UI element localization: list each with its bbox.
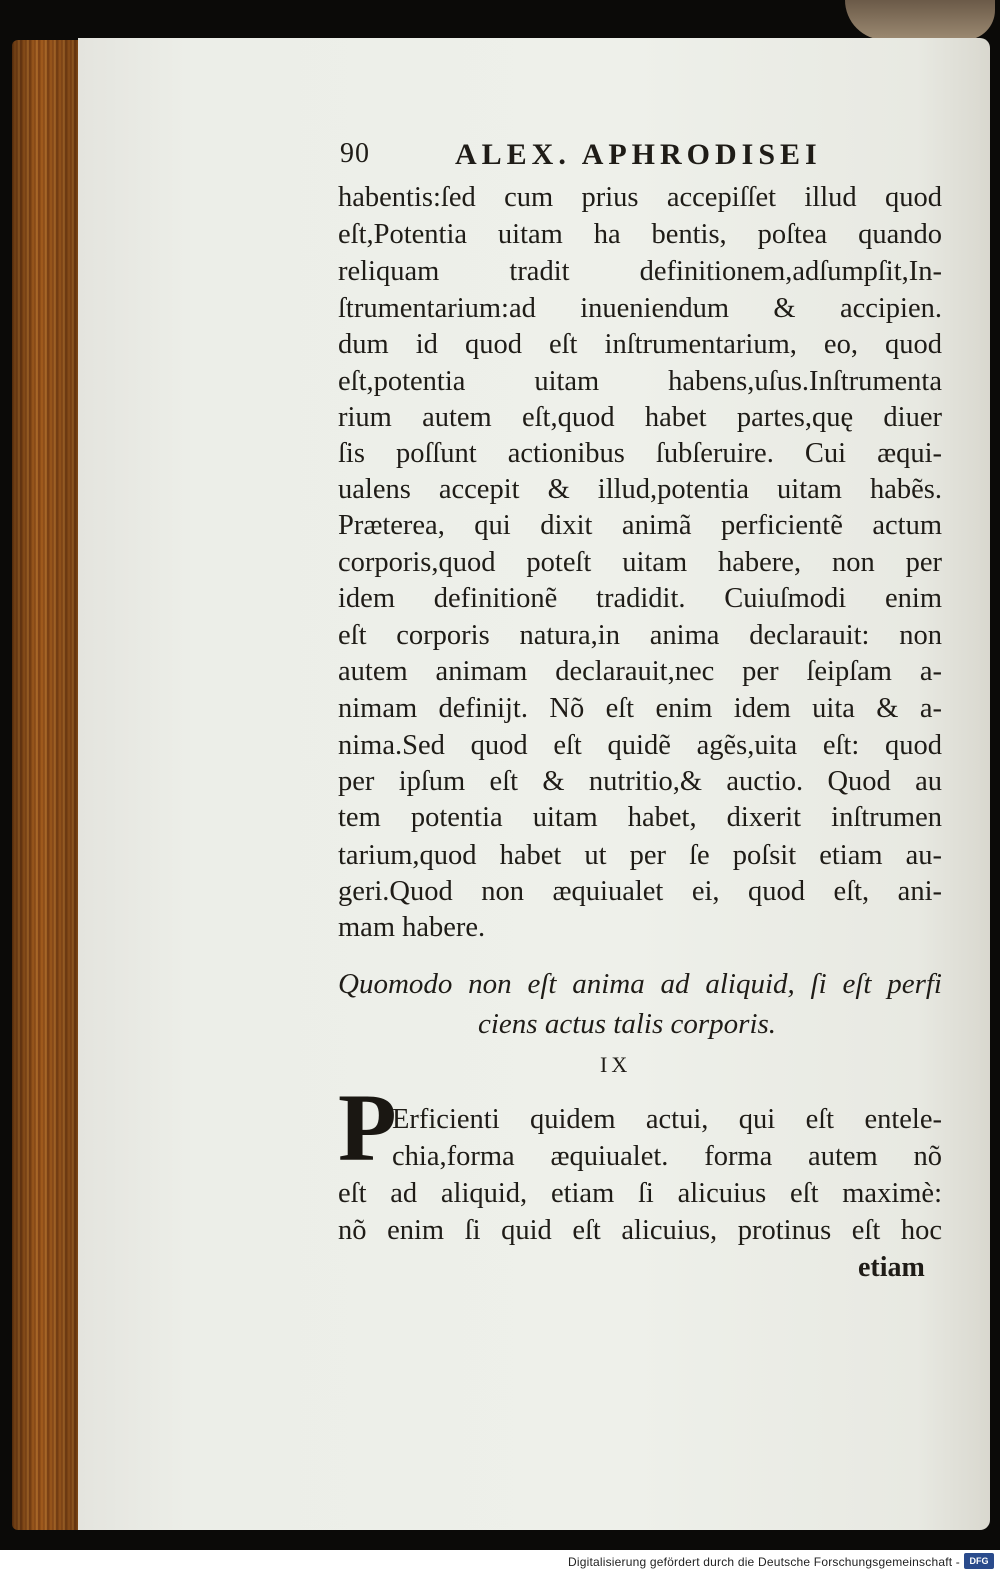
drop-capital: P <box>338 1074 397 1181</box>
catchword: etiam <box>858 1252 925 1283</box>
text-line: mam habere. <box>338 912 486 943</box>
page-number: 90 <box>340 138 370 169</box>
chapter-heading-line-1: Quomodo non eſt anima ad aliquid, ſi eſt perfi <box>338 968 942 1000</box>
text-line: tarium,quod habet ut per ſe poſsit etiam au- <box>338 840 942 871</box>
text-line: rium autem eſt,quod habet partes,quę diuer <box>338 402 942 433</box>
book-edge-shade <box>12 40 80 1530</box>
text-line: reliquam tradit definitionem,adſumpſit,In- <box>338 256 942 287</box>
page-header <box>340 138 940 178</box>
text-line: ualens accepit & illud,potentia uitam habẽs. <box>338 474 942 505</box>
text-line: corporis,quod poteſt uitam habere, non per <box>338 547 942 578</box>
text-line: eſt,potentia uitam habens,uſus.Inſtrumenta <box>338 366 942 397</box>
text-line: Præterea, qui dixit animã perficientẽ actum <box>338 510 942 541</box>
text-line: nima.Sed quod eſt quidẽ agẽs,uita eſt: quod <box>338 730 942 761</box>
text-line: idem definitionẽ tradidit. Cuiuſmodi enim <box>338 583 942 614</box>
chapter-text-line: Erficienti quidem actui, qui eſt entele- <box>392 1104 942 1135</box>
chapter-text-line: chia,forma æquiualet. forma autem nõ <box>392 1141 942 1172</box>
text-line: tem potentia uitam habet, dixerit inſtrumen <box>338 802 942 833</box>
text-line: per ipſum eſt & nutritio,& auctio. Quod au <box>338 766 942 797</box>
text-line: eſt corporis natura,in anima declarauit: non <box>338 620 942 651</box>
text-line: habentis:ſed cum prius accepiſſet illud quod <box>338 182 942 213</box>
text-line: geri.Quod non æquiualet ei, quod eſt, ani- <box>338 876 942 907</box>
chapter-text-line: eſt ad aliquid, etiam ſi alicuius eſt maximè: <box>338 1178 942 1209</box>
page-corner-scrap <box>845 0 995 40</box>
footer-bar <box>0 1550 1000 1573</box>
text-line: ſis poſſunt actionibus ſubſeruire. Cui æqui- <box>338 438 942 469</box>
text-line: nimam definijt. Nõ eſt enim idem uita & a- <box>338 693 942 724</box>
chapter-text-line: nõ enim ſi quid eſt alicuius, protinus eſt hoc <box>338 1215 942 1246</box>
running-title: ALEX. APHRODISEI <box>455 138 822 171</box>
dfg-logo: DFG <box>964 1553 994 1569</box>
text-line: ſtrumentarium:ad inueniendum & accipien. <box>338 293 942 324</box>
funding-notice: Digitalisierung gefördert durch die Deutsche Forschungsgemeinschaft - <box>568 1555 960 1569</box>
text-line: autem animam declarauit,nec per ſeipſam a- <box>338 656 942 687</box>
chapter-heading-line-2: ciens actus talis corporis. <box>478 1008 777 1040</box>
text-line: dum id quod eſt inſtrumentarium, eo, quod <box>338 329 942 360</box>
text-line: eſt,Potentia uitam ha bentis, poſtea quando <box>338 219 942 250</box>
chapter-number: IX <box>600 1052 632 1077</box>
